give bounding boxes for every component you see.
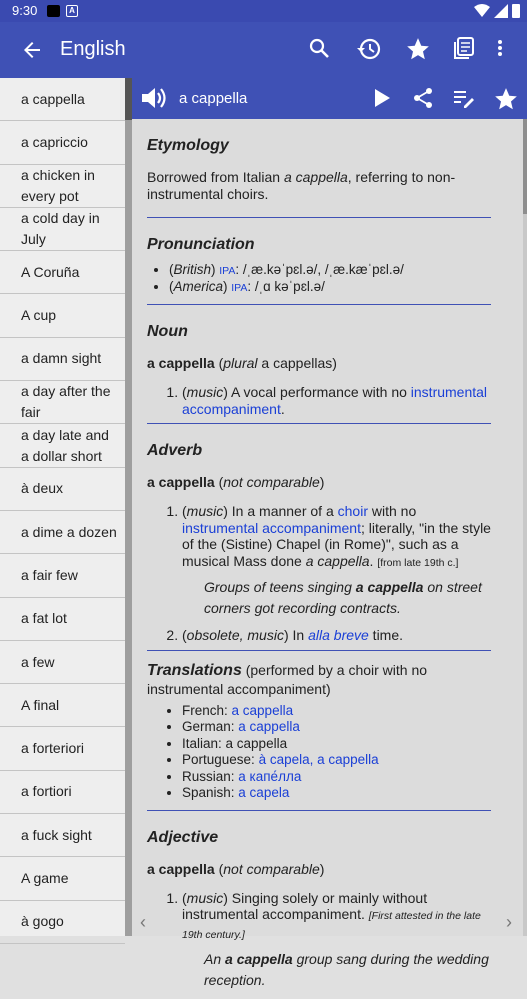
word-list-item[interactable]: a few [0,641,125,684]
translation-language: Portuguese: [182,752,259,767]
word-list-item[interactable]: a capriccio [0,121,125,164]
pronunciation-list [169,262,491,296]
translation-value[interactable]: a cappella [231,702,294,718]
translation-item [182,719,491,736]
translations-header: Translations (performed by a choir with no instrumental accompaniment) [147,661,428,697]
app-bar [0,22,527,78]
signal-icon [494,4,508,18]
translation-value[interactable]: а капе́лла [238,768,302,784]
definition-item: 2. (obsolete, music) In alla breve time. [182,627,491,644]
word-list-item[interactable]: a fat lot [0,598,125,641]
adjective-definitions [182,890,491,992]
favorite-star-icon[interactable] [492,86,520,112]
noun-headword: a cappella (plural a cappellas) [147,355,337,371]
previous-entry-icon[interactable]: ‹ [140,912,146,932]
word-list-item[interactable]: A final [0,684,125,727]
ipa-link[interactable]: IPA [231,282,248,294]
word-list-item[interactable]: a day after the fair [0,381,125,424]
definition-item: 1. (music) A vocal performance with no instrumental accompaniment. [182,384,491,417]
adverb-definitions [182,503,491,644]
library-icon[interactable] [453,36,475,60]
content-scrollbar-track[interactable] [523,119,527,936]
entry-word: a cappella [179,90,248,107]
translation-value[interactable]: a cappella [238,719,300,734]
alla-breve-link[interactable]: alla breve [308,627,369,643]
translation-value[interactable]: a capela [238,785,290,800]
word-list-item[interactable]: a fortiori [0,771,125,814]
definition-content [132,119,523,988]
translation-item [182,752,491,769]
translation-language: Italian: [182,735,226,751]
translation-item [182,736,491,753]
word-list-item[interactable]: a chicken in every pot [0,165,125,208]
usage-quote: Groups of teens singing a cappella on street corners got recording contracts. [204,579,482,616]
choir-link[interactable]: choir [337,503,368,519]
entry-toolbar [132,78,527,119]
word-list-scrollbar-thumb[interactable] [125,78,132,120]
battery-icon [512,4,520,18]
next-entry-icon[interactable]: › [506,912,512,932]
notification-icon [47,5,60,17]
translation-item [182,785,491,802]
divider [147,304,491,305]
notification-a-icon: A [66,5,78,17]
word-list-item[interactable]: a cold day in July [0,208,125,251]
usage-quote: An a cappella group sang during the wedding reception. [204,951,489,988]
translation-language: French: [182,702,232,718]
pronunciation-heading: Pronunciation [147,236,255,253]
divider [147,650,491,651]
star-icon[interactable] [405,36,431,62]
adjective-headword: a cappella (not comparable) [147,860,325,877]
translation-language: Spanish: [182,785,239,800]
back-arrow-icon[interactable] [20,38,44,62]
adjective-heading: Adjective [147,828,219,846]
translation-item [182,703,491,720]
word-list-scrollbar-track[interactable] [125,78,132,936]
app-title: English [60,38,126,60]
translation-item [182,769,491,786]
divider [147,810,491,811]
speaker-icon[interactable] [140,85,168,111]
translation-language: Russian: [182,768,239,784]
word-list-item[interactable]: A Coruña [0,251,125,294]
search-icon[interactable] [307,36,331,60]
translation-language: German: [182,719,239,734]
adverb-headword: a cappella (not comparable) [147,474,325,490]
word-list-item[interactable]: a forteriori [0,727,125,770]
translation-value: a cappella [225,735,288,751]
translations-list [182,703,491,802]
noun-heading: Noun [147,323,188,340]
etymology-heading: Etymology [147,137,229,154]
definition-item: 1. (music) In a manner of a choir with no instrumental accompaniment; literally, "in the style of the (Sistine) Chapel (in Rome)", such as a musical Mass done a cappella. [from late 19th c.] Groups of teens singing a cappella on street corners got recording contracts. [182,503,491,619]
edit-list-icon[interactable] [452,86,476,110]
history-icon[interactable] [355,36,383,62]
word-list-item[interactable]: a fuck sight [0,814,125,857]
word-list-item[interactable]: A game [0,857,125,900]
word-list [0,78,125,936]
word-list-item[interactable]: a day late and a dollar short [0,424,125,467]
word-list-item[interactable]: A cup [0,294,125,337]
status-time: 9:30 [12,3,38,18]
word-list-item[interactable]: a dime a dozen [0,511,125,554]
share-icon[interactable] [412,86,434,110]
translation-value[interactable]: à capela, a cappella [258,752,379,767]
pronunciation-british: • (British) IPA: /ˌæ.kəˈpɛl.ə/, /ˌæ.kæˈpɛl.ə/ [169,262,491,279]
content-scrollbar-thumb[interactable] [523,119,527,214]
status-bar [0,0,527,22]
more-vert-icon[interactable] [495,36,505,60]
instrumental-accompaniment-link[interactable]: instrumental accompaniment [182,384,488,417]
word-list-item[interactable]: a cappella [0,78,125,121]
instrumental-accompaniment-link[interactable]: instrumental accompaniment [182,519,361,536]
word-list-item[interactable]: a fair few [0,554,125,597]
definition-item: 1. (music) Singing solely or mainly without instrumental accompaniment. [First attested in the late 19th century.] An a cappella group sang during the wedding reception. [182,890,491,992]
divider [147,217,491,218]
word-list-item[interactable]: a damn sight [0,338,125,381]
adverb-heading: Adverb [147,442,203,459]
pronunciation-american: • (America) IPA: /ˌɑ kəˈpɛl.ə/ [169,279,491,296]
word-list-item[interactable]: à gogo [0,901,125,944]
divider [147,423,491,424]
ipa-link[interactable]: IPA [219,265,236,277]
noun-definitions [182,384,491,417]
word-list-item[interactable]: à deux [0,468,125,511]
etymology-text: Borrowed from Italian a cappella, referring to non-instrumental choirs. [147,169,456,202]
play-icon[interactable] [372,86,392,110]
wifi-icon [474,4,490,18]
